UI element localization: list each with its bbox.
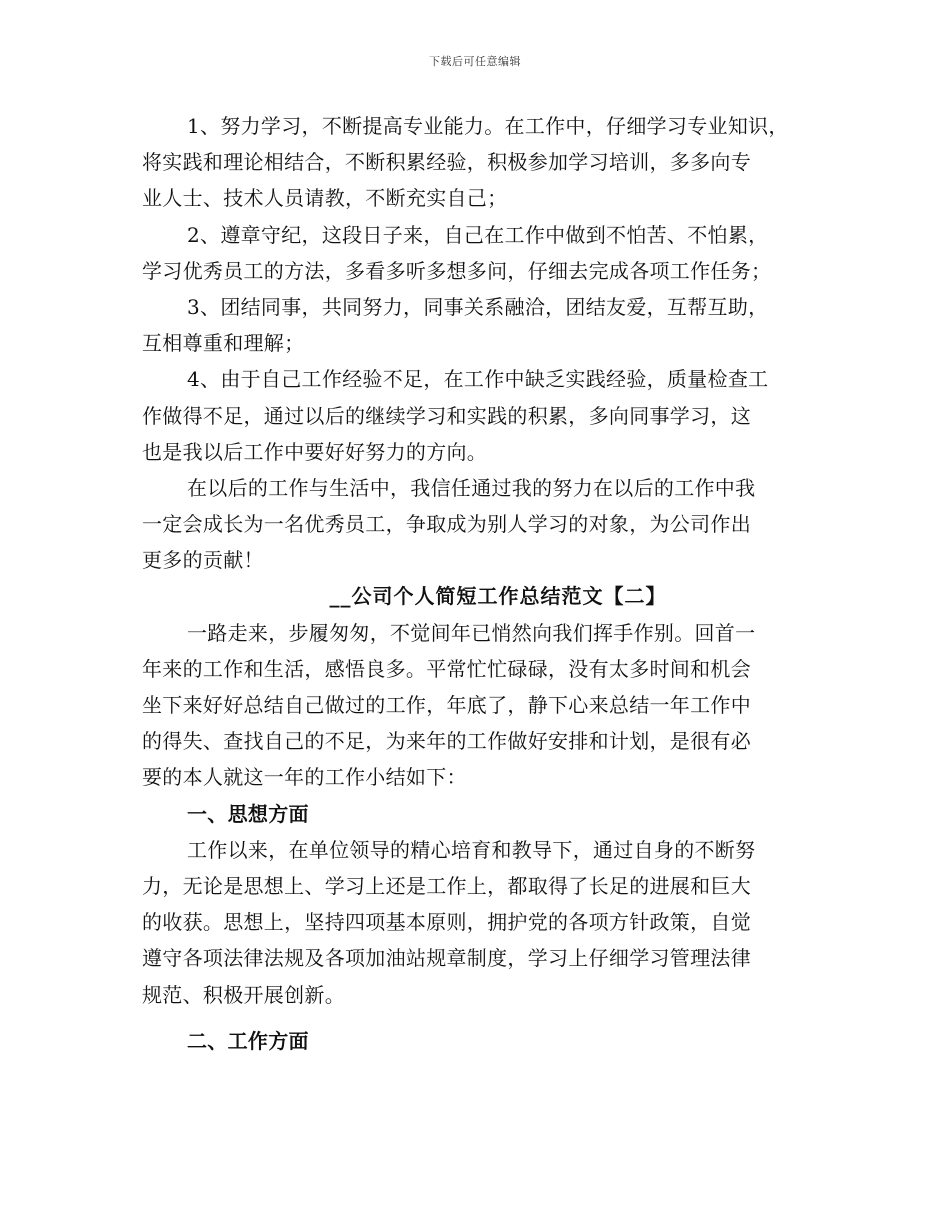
paragraph-line: 在以后的工作与生活中，我信任通过我的努力在以后的工作中我 [187,475,756,500]
paragraph-line: 3、团结同事，共同努力，同事关系融洽，团结友爱，互帮互助， [187,294,769,319]
paragraph-line: 1、努力学习，不断提高专业能力。在工作中，仔细学习专业知识， [187,114,789,138]
paragraph-line: 更多的贡献！ [142,548,264,573]
paragraph-line: 4、由于自己工作经验不足，在工作中缺乏实践经验，质量检查工 [187,367,769,392]
paragraph-shortcomings [142,361,814,470]
paragraph-study [142,108,814,217]
paragraph-line: 力，无论是思想上、学习上还是工作上，都取得了长足的进展和巨大 [142,873,751,898]
paragraph-line: 工作以来，在单位领导的精心培育和教导下，通过自身的不断努 [187,837,756,862]
paragraph-line: 一定会成长为一名优秀员工，争取成为别人学习的对象，为公司作出 [142,512,751,537]
page-header-note: 下载后可任意编辑 [429,55,521,68]
document-body [142,108,814,1059]
paragraph-intro [142,615,814,796]
paragraph-line: 学习优秀员工的方法，多看多听多想多问，仔细去完成各项工作任务； [142,258,772,283]
paragraph-line: 将实践和理论相结合，不断积累经验，积极参加学习培训，多多向专 [142,150,751,175]
paragraph-line: 作做得不足，通过以后的继续学习和实践的积累，多向同事学习，这 [142,403,751,428]
section-title: __公司个人简短工作总结范文【二】 [329,584,667,609]
paragraph-teamwork [142,289,814,361]
paragraph-thought [142,832,814,1013]
paragraph-future [142,470,814,579]
heading-work: 二、工作方面 [187,1028,309,1053]
paragraph-line: 规范、积极开展创新。 [142,982,345,1007]
paragraph-line: 一路走来，步履匆匆，不觉间年已悄然向我们挥手作别。回首一 [187,620,756,645]
paragraph-line: 2、遵章守纪，这段日子来，自己在工作中做到不怕苦、不怕累， [187,222,769,247]
paragraph-line: 遵守各项法律法规及各项加油站规章制度，学习上仔细学习管理法律 [142,946,751,971]
paragraph-line: 的得失、查找自己的不足，为来年的工作做好安排和计划，是很有必 [142,729,751,754]
paragraph-line: 业人士、技术人员请教，不断充实自己； [142,186,508,211]
paragraph-line: 的收获。思想上，坚持四项基本原则，拥护党的各项方针政策，自觉 [142,910,751,935]
paragraph-line: 互相尊重和理解； [142,331,305,356]
heading-thought: 一、思想方面 [187,801,309,826]
paragraph-spacer [142,1013,814,1023]
paragraph-line: 年来的工作和生活，感悟良多。平常忙忙碌碌，没有太多时间和机会 [142,656,751,681]
paragraph-line: 也是我以后工作中要好好努力的方向。 [142,439,488,464]
paragraph-line: 坐下来好好总结自己做过的工作，年底了，静下心来总结一年工作中 [142,693,751,717]
paragraph-line: 要的本人就这一年的工作小结如下： [142,765,467,790]
paragraph-discipline [142,217,814,289]
